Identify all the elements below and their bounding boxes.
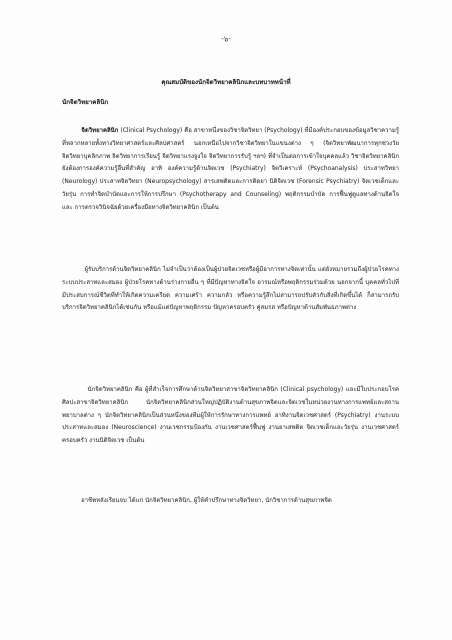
paragraph-body: ผู้รับบริการด้านจิตวิทยาคลินิก ไม่จำเป็นว่าต้องเป็นผู้ป่วยจิตเวชหรือผู้มีอาการทางจิตเท่านั้น แต่ยังหมายรวมถึงผู้ป่วยโรคทางระบบประสาทและสมอง ผู้ป่วยโรคทางด้านร่างกายอื่น ๆ ที่มีปัญหาทางจิตใจ อารมณ์หรือพฤติกรรมร่วมด้วย นอกจากนี้ บุคคลทั่วไปที่มีประสบการณ์ชีวิตที่ทำให้เกิดความเครียด ความเศร้า ความกลัว หรือความรู้สึกไม่สามารถปรับตัวกับสิ่งที่เกิดขึ้นได้ ก็สามารถรับบริการจิตวิทยาคลินิกได้เช่นกัน หรือแม้แต่ปัญหาพฤติกรรม ปัญหาครอบครัว คู่สมรส หรือปัญหาด้านสัมพันธภาพต่าง xyxy=(62,266,399,312)
section-heading: นักจิตวิทยาคลินิก xyxy=(62,99,109,106)
paragraph-body: (Clinical Psychology) คือ สาขาหนึ่งของวิชาจิตวิทยา (Psychology) ที่มีองค์ประกอบของข้อมูลวิชาความรู้ที่หลากหลายทั้งทางวิทยาศาสตร์และศิลปศาสตร์ นอกเหนือไปจากวิชาจิตวิทยาในแขนงต่าง ๆ (จิตวิทยาพัฒนาการทุกช่วงวัย จิตวิทยาบุคลิกภาพ จิตวิทยาการเรียนรู้ จิตวิทยาแรงจูงใจ จิตวิทยาการรับรู้ ฯลฯ) ที่จำเป็นต่อการเข้าใจบุคคลแล้ว วิชาจิตวิทยาคลินิกยังต้องการองค์ความรู้อื่นที่สำคัญ อาทิ องค์ความรู้ด้านจิตเวช (Psychiatry) จิตวิเคราะห์ (Psychoanalysis) ประสาทวิทยา (Neurology) ประสาทจิตวิทยา (Neuropsychology) สารเสพติดและการติดยา นิติจิตเวช (Forensic Psychiatry) จิตเวชเด็กและวัยรุ่น การทำจิตบำบัดและการให้การปรึกษา (Psychotherapy and Counseling) พฤติกรรมบำบัด การฟื้นฟูดูแลทางด้านจิตใจ และ การตรวจวินิจฉัยด้วยเครื่องมือทางจิตวิทยาคลินิก เป็นต้น xyxy=(62,127,399,211)
paragraph-definition xyxy=(62,125,399,215)
paragraph-service-recipients xyxy=(62,264,399,315)
document-title: คุณสมบัติของนักจิตวิทยาคลินิกและบทบาทหน้าที่ xyxy=(161,79,291,86)
paragraph-body: นักจิตวิทยาคลินิก คือ ผู้ที่สำเร็จการศึกษาด้านจิตวิทยาสาขาจิตวิทยาคลินิก (Clinical psychology) และมีใบประกอบโรคศิลปะสาขาจิตวิทยาคลินิก นักจิตวิทยาคลินิกส่วนใหญ่ปฏิบัติงานด้านสุขภาพจิตและจิตเวชในหน่วยงานทางการแพทย์และสถานพยาบาลต่าง ๆ นักจิตวิทยาคลินิกเป็นส่วนหนึ่งของทีมผู้ให้การรักษาทางการแพทย์ อาทิงานจิตเวชศาสตร์ (Psychiatry) งานระบบประสาทและสมอง (Neuroscience) งานเวชกรรมป้องกัน งานเวชศาสตร์ฟื้นฟู งานยาเสพติด จิตเวชเด็กและวัยรุ่น งานเวชศาสตร์ครอบครัว งานนิติจิตเวช เป็นต้น xyxy=(62,386,399,445)
paragraph-clinical-psychologist xyxy=(62,384,399,448)
paragraph-careers xyxy=(62,495,399,508)
paragraph-term: จิตวิทยาคลินิก xyxy=(81,127,119,134)
page-number: -๖- xyxy=(221,35,231,43)
paragraph-body: อาชีพหลังเรียนจบ ได้แก่ นักจิตวิทยาคลินิก, ผู้ให้คำปรึกษาทางจิตวิทยา, นักวิชาการด้านสุขภาพจิต xyxy=(81,497,332,504)
